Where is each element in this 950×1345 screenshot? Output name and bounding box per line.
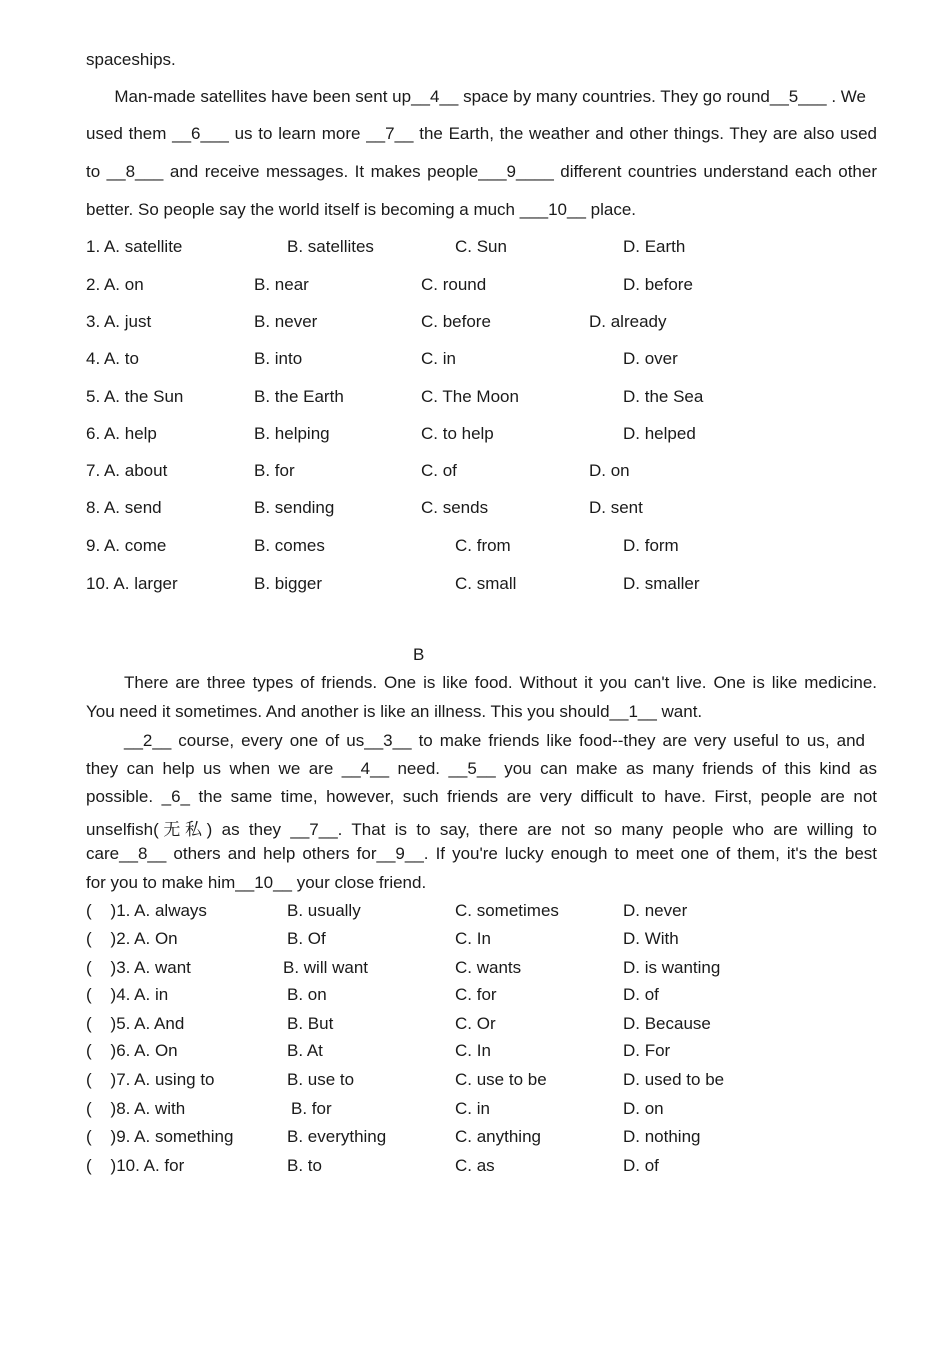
option-b: B. Of (287, 929, 326, 948)
option-b: B. helping (254, 424, 330, 443)
option-a: 2. A. on (86, 275, 144, 294)
option-c: C. wants (455, 958, 522, 977)
option-a: 7. A. about (86, 461, 168, 480)
option-a: 9. A. come (86, 536, 167, 555)
option-a: ( )2. A. On (86, 929, 178, 948)
option-a: ( )1. A. always (86, 901, 207, 920)
option-a: ( )8. A. with (86, 1099, 186, 1118)
option-c: C. Sun (455, 237, 507, 256)
option-c: C. The Moon (421, 387, 519, 406)
option-d: D. nothing (623, 1127, 701, 1146)
option-a: 3. A. just (86, 312, 152, 331)
option-b: B. At (287, 1041, 323, 1060)
option-a: ( )3. A. want (86, 958, 191, 977)
passage-a-line: better. So people say the world itself is becoming a much ___10__ place. (86, 200, 637, 219)
passage-a-line: spaceships. (86, 50, 176, 69)
option-d: D. never (623, 901, 688, 920)
option-c: C. sometimes (455, 901, 559, 920)
option-d: D. of (623, 1156, 659, 1175)
option-d: D. already (589, 312, 667, 331)
option-c: C. before (421, 312, 491, 331)
option-d: D. over (623, 349, 678, 368)
option-d: D. For (623, 1041, 671, 1060)
option-a: ( )4. A. in (86, 985, 169, 1004)
option-d: D. sent (589, 498, 643, 517)
option-d: D. on (623, 1099, 664, 1118)
option-a: ( )9. A. something (86, 1127, 234, 1146)
passage-b-line: unselfish(无私) as they __7__. That is to say, there are not so many people who are willing to (86, 820, 877, 839)
section-heading: B (413, 645, 425, 664)
option-c: C. in (421, 349, 456, 368)
option-b: B. comes (254, 536, 325, 555)
option-c: C. as (455, 1156, 495, 1175)
option-b: B. for (291, 1099, 332, 1118)
option-c: C. use to be (455, 1070, 547, 1089)
option-d: D. the Sea (623, 387, 704, 406)
option-c: C. anything (455, 1127, 541, 1146)
option-d: D. form (623, 536, 679, 555)
option-c: C. of (421, 461, 457, 480)
passage-b-line: they can help us when we are __4__ need. __5__ you can make as many friends of this kind as (86, 759, 877, 778)
option-b: B. into (254, 349, 303, 368)
passage-a-line: used them __6___ us to learn more __7__ the Earth, the weather and other things. They are also used (86, 124, 877, 143)
option-c: C. Or (455, 1014, 496, 1033)
option-b: B. satellites (287, 237, 374, 256)
option-b: B. will want (283, 958, 369, 977)
option-d: D. is wanting (623, 958, 721, 977)
option-a: 6. A. help (86, 424, 157, 443)
option-b: B. But (287, 1014, 334, 1033)
option-c: C. In (455, 1041, 491, 1060)
option-d: D. helped (623, 424, 696, 443)
option-b: B. sending (254, 498, 335, 517)
option-d: D. Because (623, 1014, 711, 1033)
option-a: ( )10. A. for (86, 1156, 185, 1175)
option-d: D. With (623, 929, 679, 948)
option-a: ( )7. A. using to (86, 1070, 215, 1089)
passage-b-line: __2__ course, every one of us__3__ to make friends like food--they are very useful to us, and (124, 731, 865, 750)
option-d: D. smaller (623, 574, 700, 593)
option-d: D. used to be (623, 1070, 725, 1089)
option-c: C. for (455, 985, 497, 1004)
option-b: B. never (254, 312, 318, 331)
passage-b-line: You need it sometimes. And another is like an illness. This you should__1__ want. (86, 702, 703, 721)
option-a: 1. A. satellite (86, 237, 183, 256)
option-c: C. small (455, 574, 517, 593)
option-c: C. round (421, 275, 487, 294)
option-c: C. to help (421, 424, 494, 443)
option-b: B. everything (287, 1127, 387, 1146)
option-c: C. In (455, 929, 491, 948)
option-d: D. Earth (623, 237, 686, 256)
option-b: B. use to (287, 1070, 355, 1089)
option-a: 4. A. to (86, 349, 139, 368)
passage-b-line: There are three types of friends. One is like food. Without it you can't live. One is like medicine. (124, 673, 877, 692)
option-b: B. for (254, 461, 295, 480)
option-b: B. on (287, 985, 327, 1004)
option-b: B. the Earth (254, 387, 344, 406)
option-c: C. from (455, 536, 511, 555)
option-c: C. sends (421, 498, 489, 517)
passage-b-line: possible. _6_ the same time, however, such friends are very difficult to have. First, people are not (86, 787, 877, 806)
option-d: D. on (589, 461, 630, 480)
option-a: 10. A. larger (86, 574, 178, 593)
option-b: B. near (254, 275, 309, 294)
option-b: B. bigger (254, 574, 323, 593)
option-b: B. usually (287, 901, 361, 920)
option-a: 5. A. the Sun (86, 387, 184, 406)
option-d: D. before (623, 275, 693, 294)
passage-a-line: Man-made satellites have been sent up__4__ space by many countries. They go round__5___ . We (86, 87, 866, 106)
option-d: D. of (623, 985, 659, 1004)
passage-b-line: care__8__ others and help others for__9__. If you're lucky enough to meet one of them, it's the best (86, 844, 877, 863)
option-c: C. in (455, 1099, 490, 1118)
passage-a-line: to __8___ and receive messages. It makes people___9____ different countries understand each other (86, 162, 877, 181)
option-a: 8. A. send (86, 498, 162, 517)
option-b: B. to (287, 1156, 322, 1175)
passage-b-line: for you to make him__10__ your close friend. (86, 873, 427, 892)
option-a: ( )5. A. And (86, 1014, 185, 1033)
option-a: ( )6. A. On (86, 1041, 178, 1060)
